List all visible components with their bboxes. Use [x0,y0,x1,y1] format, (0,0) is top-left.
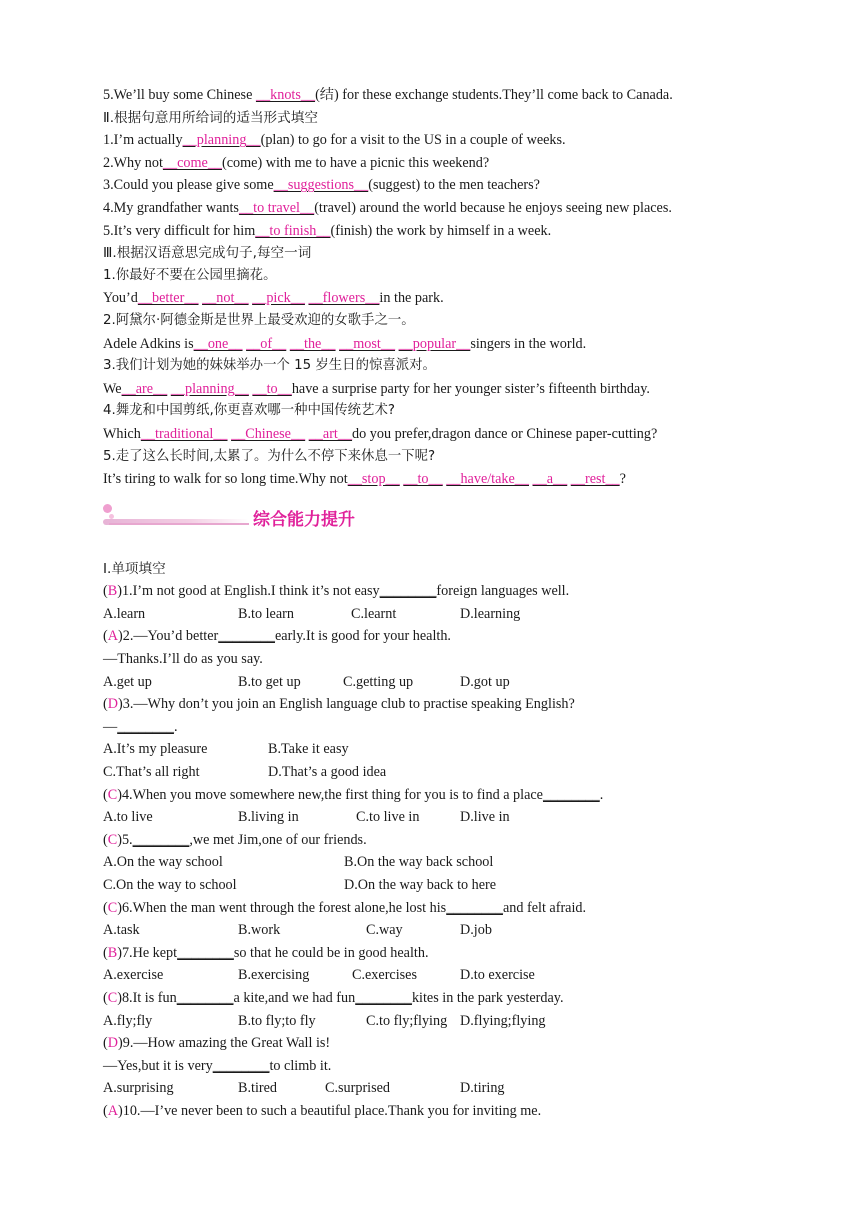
question-text: 1.I’m actually [103,132,183,149]
chinese-prompt: 4.舞龙和中国剪纸,你更喜欢哪一种中国传统艺术? [103,403,395,419]
sentence-text: have a surprise party for her younger sister’s fifteenth birthday. [291,380,650,397]
option-c: C.That’s all right [103,764,200,781]
answer-key: B [107,583,118,600]
answer-text: __planning__ [170,380,249,397]
answer-blank: ________ [542,786,600,803]
options-row [103,603,823,626]
answer-text: __suggestions__ [273,177,369,194]
dialogue-reply [103,716,823,739]
option-d: D.flying;flying [460,1012,546,1029]
answer-key: A [107,1102,118,1119]
section-3-list [103,265,823,491]
options-row [103,671,823,694]
option-b: B.to fly;to fly [238,1012,316,1029]
question-text: 4.My grandfather wants [103,199,239,216]
option-b: B.Take it easy [268,741,349,758]
banner-bar-decoration [109,523,249,525]
choice-question-9: (D)9.—How amazing the Great Wall is! [103,1035,331,1052]
sentence-text: Adele Adkins is [103,335,194,352]
option-a: A.fly;fly [103,1012,153,1029]
reply-text: — [103,718,118,735]
option-a: A.get up [103,673,152,690]
answer-text: __one__ [193,335,243,352]
sentence-text: It’s tiring to walk for so long time.Why not [103,471,348,488]
answer-key: D [107,696,118,713]
translation-sentence-5 [103,468,823,491]
option-c: C.to fly;flying [366,1012,448,1029]
answer-text: __Chinese__ [231,425,306,442]
option-c: C.getting up [343,673,414,690]
question-text: kites in the park yesterday. [411,989,564,1006]
option-d: D.got up [460,673,510,690]
answer-text: __come__ [162,154,223,171]
option-d: D.That’s a good idea [268,764,387,781]
question-text: 5.It’s very difficult for him [103,222,256,239]
options-row [103,806,823,829]
options-row [103,919,823,942]
answer-text: __pick__ [252,290,305,307]
answer-text: __traditional__ [140,425,228,442]
options-row [103,874,823,897]
section-2-list [103,129,823,242]
question-text: 2.—You’d better [122,628,219,645]
answer-text: __to__ [403,471,443,488]
option-c: C.On the way to school [103,877,237,893]
dialogue-reply: —Thanks.I’ll do as you say. [103,651,263,668]
question-text: and felt afraid. [502,899,587,916]
choice-question-8: (C)8.It is fun________a kite,and we had fun________kites in the park yesterday. [103,989,564,1006]
option-a: A.to live [103,809,153,826]
question-text: (plan) to go for a visit to the US in a couple of weeks. [260,132,566,149]
chinese-prompt: 2.阿黛尔·阿德金斯是世界上最受欢迎的女歌手之一。 [103,312,415,328]
fill-question-3 [103,174,823,197]
question-text: 5. [121,831,133,848]
sentence-text: do you prefer,dragon dance or Chinese paper-cutting? [352,425,658,442]
answer-blank: ________ [132,831,190,848]
options-row [103,761,823,784]
option-b: B.living in [238,809,299,826]
option-d: D.learning [460,605,521,622]
spacer [103,536,823,558]
sentence-text: We [103,380,122,397]
options-row [103,738,823,761]
answer-text: __better__ [137,290,199,307]
option-a: A.task [103,922,140,939]
answer-text: __to finish__ [255,222,331,239]
answer-key: C [107,899,118,916]
sentence-text: Which [103,425,141,442]
answer-blank: ________ [379,583,437,600]
question-text: 9.—How amazing the Great Wall is! [122,1035,331,1052]
choice-question-5: (C)5.________,we met Jim,one of our friends. [103,831,367,848]
reply-text: to climb it. [269,1057,332,1074]
worksheet-page [103,84,823,1123]
option-a: A.It’s my pleasure [103,741,208,758]
choice-question-10: (A)10.—I’ve never been to such a beautiful place.Thank you for inviting me. [103,1102,542,1119]
answer-text: __planning__ [182,132,261,149]
answer-text: __the__ [289,335,336,352]
choice-question-4: (C)4.When you move somewhere new,the first thing for you is to find a place________. [103,786,604,803]
answer-key: C [107,786,118,803]
answer-text: __a__ [532,471,568,488]
option-c: C.exercises [352,967,418,984]
section-heading: Ⅰ.单项填空 [103,560,166,577]
question-text: foreign languages well. [436,583,570,600]
sentence-text: ? [619,471,626,488]
answer-blank: ________ [117,718,174,735]
question-text: early.It is good for your health. [274,628,451,645]
question-text: 10.—I’ve never been to such a beautiful place.Thank you for inviting me. [122,1102,542,1119]
choice-question-3: (D)3.—Why don’t you join an English language club to practise speaking English? [103,696,575,713]
question-text: 6.When the man went through the forest alone,he lost his [121,899,447,916]
question-text: . [599,786,604,803]
question-text: 1.I’m not good at English.I think it’s not easy [121,583,380,600]
banner-dot-decoration [109,514,114,519]
choice-question-1: (B)1.I’m not good at English.I think it’s not easy________foreign languages well. [103,583,570,600]
answer-text: __rest__ [570,471,620,488]
chinese-prompt: 5.走了这么长时间,太累了。为什么不停下来休息一下呢? [103,448,436,464]
question-text: (travel) around the world because he enjoys seeing new places. [314,199,672,216]
answer-blank: ________ [446,899,503,916]
fill-question-5 [103,220,823,243]
question-text: 4.When you move somewhere new,the first thing for you is to find a place [121,786,543,803]
chinese-prompt: 3.我们计划为她的妹妹举办一个 15 岁生日的惊喜派对。 [103,358,436,374]
sentence-text: You’d [103,290,138,307]
sentence-text: in the park. [379,290,444,307]
option-c: C.surprised [325,1080,391,1097]
answer-text: __popular__ [398,335,471,352]
question-text: 3.Could you please give some [103,177,274,194]
banner-dot-decoration [103,504,112,513]
answer-blank: ________ [355,989,412,1006]
question-text: a kite,and we had fun [233,989,356,1006]
answer-blank: ________ [176,989,234,1006]
choice-question-6: (C)6.When the man went through the forest alone,he lost his________and felt afraid. [103,899,587,916]
question-text: so that he could be in good health. [233,944,429,961]
answer-text: __art__ [308,425,353,442]
choice-question-2: (A)2.—You’d better________early.It is good for your health. [103,628,451,645]
choice-question-7: (B)7.He kept________so that he could be in good health. [103,944,429,961]
option-b: B.tired [238,1080,278,1097]
question-text: (结) for these exchange students.They’ll come back to Canada. [315,87,673,103]
options-row [103,1077,823,1100]
answer-key: B [107,944,118,961]
answer-blank: ________ [177,944,234,961]
option-b: B.On the way back school [344,854,494,871]
option-d: D.On the way back to here [344,877,497,893]
answer-text: __not__ [202,290,249,307]
sentence-text: singers in the world. [470,335,587,352]
fill-question-5 [103,84,823,107]
answer-text: __most__ [339,335,396,352]
answer-text: __stop__ [347,471,400,488]
option-a: A.surprising [103,1080,174,1097]
answer-text: __to travel__ [238,199,315,216]
fill-question-4 [103,197,823,220]
answer-blank: ________ [218,628,275,645]
answer-text: __knots__ [255,87,316,103]
question-text: 7.He kept [121,944,178,961]
option-c: C.learnt [351,605,397,622]
translation-sentence-4 [103,423,823,446]
answer-key: C [107,989,118,1006]
option-b: B.to get up [238,673,301,690]
options-row [103,851,823,874]
translation-sentence-2 [103,333,823,356]
answer-blank: ________ [212,1057,270,1074]
answer-text: __to__ [252,380,292,397]
fill-question-2 [103,152,823,175]
option-a: A.exercise [103,967,164,984]
reply-text: —Yes,but it is very [103,1057,213,1074]
chinese-prompt: 1.你最好不要在公园里摘花。 [103,267,277,283]
section-heading: Ⅲ.根据汉语意思完成句子,每空一词 [103,245,312,262]
option-a: A.On the way school [103,854,223,871]
reply-text: . [173,718,178,735]
option-c: C.way [366,922,403,939]
fill-question-1 [103,129,823,152]
answer-text: __are__ [121,380,168,397]
option-d: D.job [460,922,492,939]
question-text: 2.Why not [103,154,163,171]
answer-text: __have/take__ [446,471,529,488]
translation-sentence-3 [103,378,823,401]
question-text: 3.—Why don’t you join an English language club to practise speaking English? [122,696,575,713]
option-d: D.to exercise [460,967,535,984]
question-text: ,we met Jim,one of our friends. [189,831,367,848]
option-b: B.work [238,922,281,939]
answer-key: C [107,831,118,848]
banner-title: 综合能力提升 [253,509,355,530]
options-row [103,1010,823,1033]
options-row [103,964,823,987]
answer-text: __flowers__ [308,290,380,307]
dialogue-reply [103,1055,823,1078]
option-a: A.learn [103,605,146,622]
section-banner [103,491,823,536]
option-b: B.to learn [238,605,294,622]
question-text: (come) with me to have a picnic this weekend? [222,154,490,171]
answer-key: D [107,1035,118,1052]
answer-key: A [107,628,118,645]
question-text: 8.It is fun [121,989,177,1006]
option-d: D.tiring [460,1080,505,1097]
option-b: B.exercising [238,967,310,984]
question-text: (finish) the work by himself in a week. [330,222,552,239]
section-heading: Ⅱ.根据句意用所给词的适当形式填空 [103,109,318,126]
question-text: 5.We’ll buy some Chinese [103,87,256,103]
translation-sentence-1 [103,287,823,310]
option-d: D.live in [460,809,510,826]
option-c: C.to live in [356,809,420,826]
answer-text: __of__ [246,335,287,352]
question-text: (suggest) to the men teachers? [368,177,540,194]
